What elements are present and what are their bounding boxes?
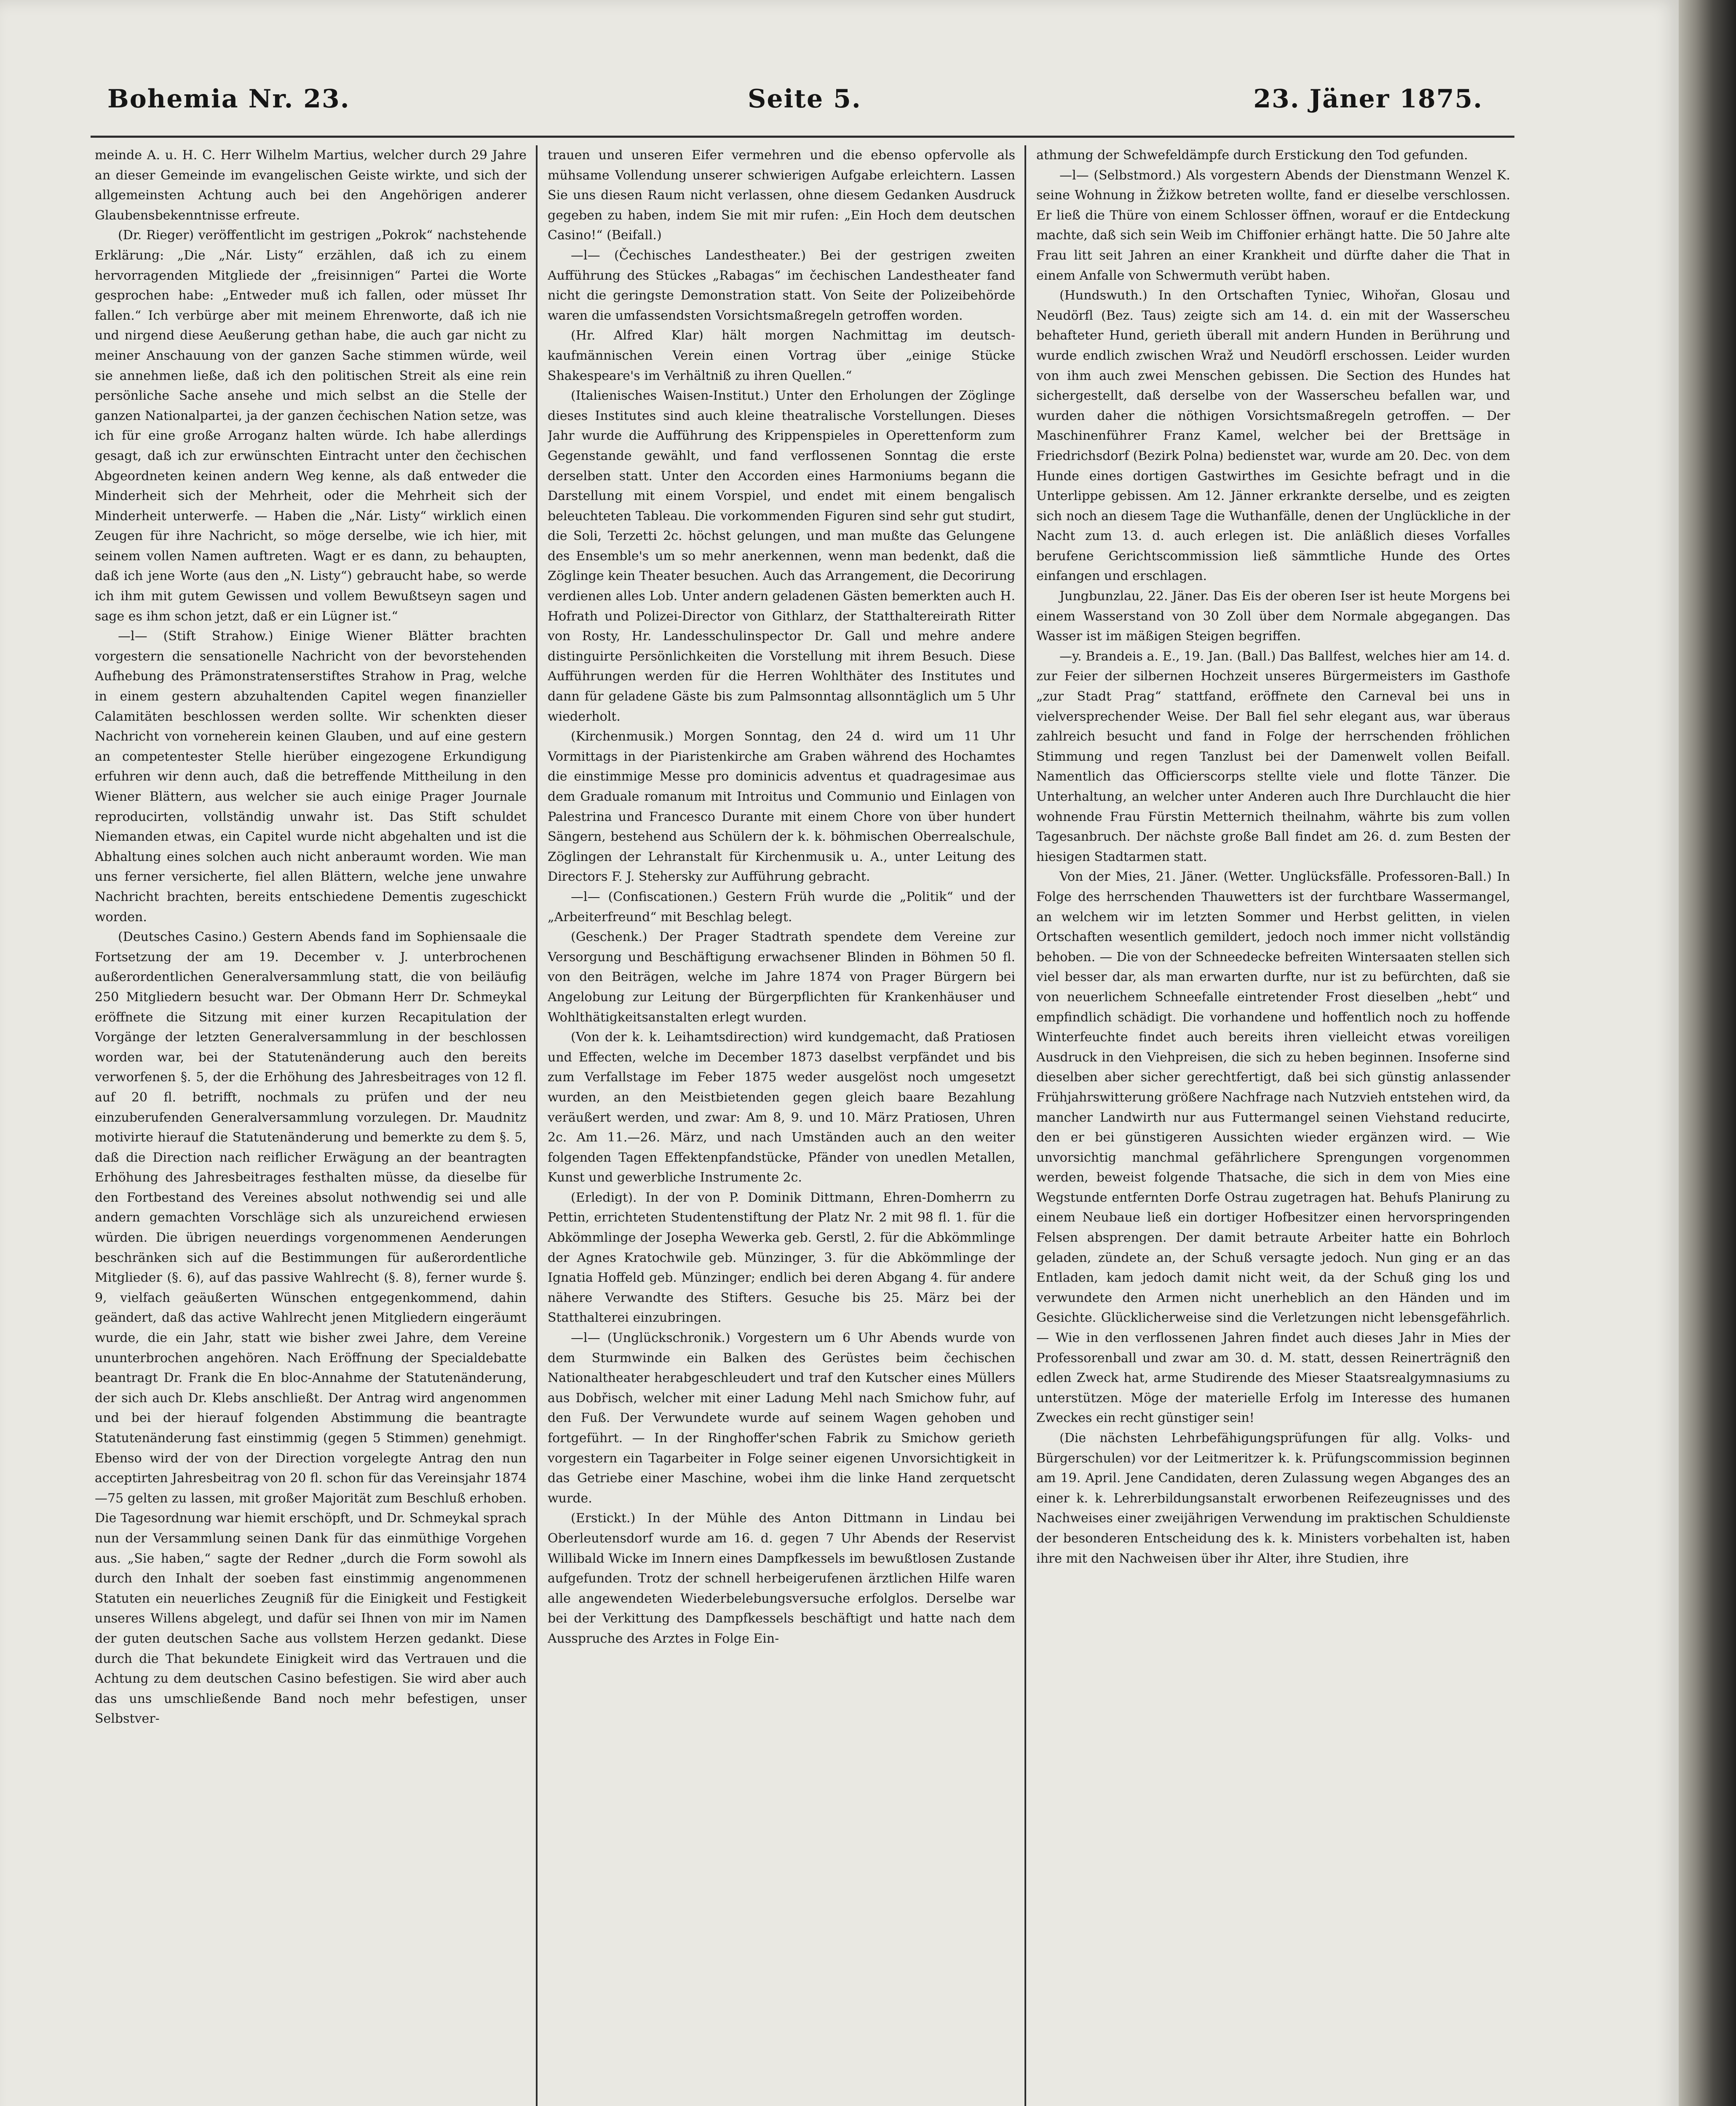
article-paragraph: Von der Mies, 21. Jäner. (Wetter. Unglücksfälle. Professoren-Ball.) In Folge des herrschenden Thauwetters ist der furchtbare Wassermangel, an welchem wir im letzten Sommer und Herbst gelitten, in vielen Ortschaften wesentlich gemildert, jedoch noch immer nicht vollständig behoben. — Die von der Schneedecke befreiten Wintersaaten stellen sich viel besser dar, als man erwarten durfte, nur ist zu befürchten, daß sie von neuerlichem Schneefalle eintretender Frost dieselben „hebt“ und empfindlich schädigt. Die vorhandene und hoffentlich noch zu hoffende Winterfeuchte findet auch bereits ihren vielleicht etwas voreiligen Ausdruck in den Viehpreisen, die sich zu heben beginnen. Insoferne sind dieselben aber sicher gerechtfertigt, daß bei sich günstig anlassender Frühjahrswitterung größere Nachfrage nach Nutzvieh entstehen wird, da mancher Landwirth nur aus Futtermangel seinen Viehstand reducirte, den er bei günstigeren Aussichten wieder ergänzen wird. — Wie unvorsichtig manchmal gefährlichere Sprengungen vorgenommen werden, beweist folgende Thatsache, die sich in dem von Mies eine Wegstunde entfernten Dorfe Ostrau zugetragen hat. Behufs Planirung zu einem Neubaue ließ ein dortiger Hofbesitzer einen hervorspringenden Felsen absprengen. Der damit betraute Arbeiter hatte ein Bohrloch geladen, zündete an, der Schuß versagte jedoch. Nun ging er an das Entladen, kam jedoch damit nicht weit, da der Schuß ging los und verwundete den Armen nicht unerheblich an den Händen und im Gesichte. Glücklicherweise sind die Verletzungen nicht lebensgefährlich. — Wie in den verflossenen Jahren findet auch dieses Jahr in Mies der Professorenball und zwar am 30. d. M. statt, dessen Reinerträgniß den edlen Zweck hat, arme Studirende des Mieser Staatsrealgymnasiums zu unterstützen. Möge der materielle Erfolg im Interesse des humanen Zweckes ein recht günstiger sein! <box>1036 869 1510 1426</box>
column-2 <box>548 145 1015 2106</box>
column-1 <box>95 145 527 2106</box>
article-paragraph: trauen und unseren Eifer vermehren und die ebenso opfervolle als mühsame Vollendung unserer schwierigen Aufgabe erleichtern. Lassen Sie uns diesen Raum nicht verlassen, ohne diesem Gedanken Ausdruck gegeben zu haben, indem Sie mit mir rufen: „Ein Hoch dem deutschen Casino!“ (Beifall.) <box>548 148 1015 243</box>
header-publication: Bohemia Nr. 23. <box>107 84 350 114</box>
article-paragraph: (Hr. Alfred Klar) hält morgen Nachmittag im deutsch-kaufmännischen Verein einen Vortrag über „einige Stücke Shakespeare's im Verhältniß zu ihren Quellen.“ <box>548 328 1015 383</box>
header-rule <box>91 136 1514 138</box>
article-paragraph: (Italienisches Waisen-Institut.) Unter den Erholungen der Zöglinge dieses Institutes sind auch kleine theatralische Vorstellungen. Dieses Jahr wurde die Aufführung des Krippenspieles in Operettenform zum Gegenstande gewählt, und fand verflossenen Sonntag die erste derselben statt. Unter den Accorden eines Harmoniums begann die Darstellung mit einem Vorspiel, und endet mit einem bengalisch beleuchteten Tableau. Die vorkommenden Figuren sind sehr gut studirt, die Soli, Terzetti 2c. höchst gelungen, und man mußte das Gelungene des Ensemble's um so mehr anerkennen, wenn man bedenkt, daß die Zöglinge kein Theater besuchen. Auch das Arrangement, die Decorirung verdienen alles Lob. Unter andern geladenen Gästen bemerkten auch H. Hofrath und Polizei-Director von Githlarz, der Statthaltereirath Ritter von Rosty, Hr. Landesschulinspector Dr. Gall und mehre andere distinguirte Persönlichkeiten die Vorstellung mit ihrem Besuch. Diese Aufführungen werden für die Herren Wohlthäter des Institutes und dann für geladene Gäste bis zum Palmsonntag allsonntäglich um 5 Uhr wiederholt. <box>548 388 1015 724</box>
article-paragraph: (Erledigt). In der von P. Dominik Dittmann, Ehren-Domherrn zu Pettin, errichteten Studentenstiftung der Platz Nr. 2 mit 98 fl. 1. für die Abkömmlinge der Josepha Wewerka geb. Gerstl, 2. für die Abkömmlinge der Agnes Kratochwile geb. Münzinger, 3. für die Abkömmlinge der Ignatia Hoffeld geb. Münzinger; endlich bei deren Abgang 4. für andere nähere Verwandte des Stifters. Gesuche bis 25. März bei der Statthalterei einzubringen. <box>548 1190 1015 1326</box>
article-paragraph: (Von der k. k. Leihamtsdirection) wird kundgemacht, daß Pratiosen und Effecten, welche im December 1873 daselbst verpfändet und bis zum Verfallstage im Feber 1875 weder ausgelöst noch umgesetzt wurden, an den Meistbietenden gegen gleich baare Bezahlung veräußert werden, und zwar: Am 8, 9. und 10. März Pratiosen, Uhren 2c. Am 11.—26. März, und nach Umständen auch an den weiter folgenden Tagen Effektenpfandstücke, Pfänder von unedlen Metallen, Kunst und gewerbliche Instrumente 2c. <box>548 1030 1015 1185</box>
article-paragraph: (Deutsches Casino.) Gestern Abends fand im Sophiensaale die Fortsetzung der am 19. December v. J. unterbrochenen außerordentlichen Generalversammlung statt, die von beiläufig 250 Mitgliedern besucht war. Der Obmann Herr Dr. Schmeykal eröffnete die Sitzung mit einer kurzen Recapitulation der Vorgänge der letzten Generalversammlung in der beschlossen worden war, bei der Statutenänderung auch den bereits verworfenen §. 5, der die Erhöhung des Jahresbeitrages von 12 fl. auf 20 fl. betrifft, nochmals zu prüfen und der neu einzuberufenden Generalversammlung vorzulegen. Dr. Maudnitz motivirte hierauf die Statutenänderung und bemerkte zu dem §. 5, daß die Direction nach reiflicher Erwägung an der beantragten Erhöhung des Jahresbeitrages festhalten müsse, da dieselbe für den Fortbestand des Vereines absolut nothwendig sei und alle andern gemachten Vorschläge sich als unzureichend erwiesen würden. Die übrigen neuerdings vorgenommenen Aenderungen beschränken sich auf die Bestimmungen für außerordentliche Mitglieder (§. 6), auf das passive Wahlrecht (§. 8), ferner wurde §. 9, vielfach geäußerten Wünschen entgegenkommend, dahin geändert, daß das active Wahlrecht jenen Mitgliedern eingeräumt wurde, die ein Jahr, statt wie bisher zwei Jahre, dem Vereine ununterbrochen angehören. Nach Eröffnung der Specialdebatte beantragt Dr. Frank die En bloc-Annahme der Statutenänderung, der sich auch Dr. Klebs anschließt. Der Antrag wird angenommen und bei der hierauf folgenden Abstimmung die beantragte Statutenänderung fast einstimmig (gegen 5 Stimmen) genehmigt. Ebenso wird der von der Direction vorgelegte Antrag den nun acceptirten Jahresbeitrag von 20 fl. schon für das Vereinsjahr 1874—75 gelten zu lassen, mit großer Majorität zum Beschluß erhoben. Die Tagesordnung war hiemit erschöpft, und Dr. Schmeykal sprach nun der Versammlung seinen Dank für das einmüthige Vorgehen aus. „Sie haben,“ sagte der Redner „durch die Form sowohl als durch den Inhalt der soeben fast einstimmig angenommenen Statuten ein neuerliches Zeugniß für die Einigkeit und Festigkeit unseres Willens abgelegt, und dafür sei Ihnen von mir im Namen der guten deutschen Sache aus vollstem Herzen gedankt. Diese durch die That bekundete Einigkeit wird das Vertrauen und die Achtung zu dem deutschen Casino befestigen. Sie wird aber auch das uns umschließende Band noch mehr befestigen, unser Selbstver- <box>95 930 527 1726</box>
article-paragraph: (Hundswuth.) In den Ortschaften Tyniec, Wihořan, Glosau und Neudörfl (Bez. Taus) zeigte sich am 14. d. ein mit der Wasserscheu behafteter Hund, gerieth überall mit andern Hunden in Berührung und wurde endlich zwischen Wraž und Neudörfl erschossen. Leider wurden von ihm auch zwei Menschen gebissen. Die Section des Hundes hat sichergestellt, daß derselbe von der Wasserscheu befallen war, und wurden daher die nöthigen Vorsichtsmaßregeln getroffen. — Der Maschinenführer Franz Kamel, welcher bei der Brettsäge in Friedrichsdorf (Bezirk Polna) bedienstet war, wurde am 20. Dec. von dem Hunde eines dortigen Gastwirthes im Gesichte befragt und in die Unterlippe gebissen. Am 12. Jänner erkrankte derselbe, und es zeigten sich noch an diesem Tage die Wuthanfälle, denen der Unglückliche in der Nacht zum 13. d. auch erlegen ist. Die anläßlich dieses Vorfalles berufene Gerichtscommission ließ sämmtliche Hunde des Ortes einfangen und erschlagen. <box>1036 288 1510 584</box>
column-divider-2 <box>1024 145 1026 2106</box>
column-3 <box>1036 145 1510 2106</box>
article-paragraph: (Die nächsten Lehrbefähigungsprüfungen für allg. Volks- und Bürgerschulen) vor der Leitmeritzer k. k. Prüfungscommission beginnen am 19. April. Jene Candidaten, deren Zulassung wegen Abganges des an einer k. k. Lehrerbildungsanstalt erworbenen Reifezeugnisses und des Nachweises einer zweijährigen Verwendung im praktischen Schuldienste der besonderen Entscheidung des k. k. Ministers vorbehalten ist, haben ihre mit den Nachweisen über ihr Alter, ihre Studien, ihre <box>1036 1431 1510 1566</box>
article-paragraph: —l— (Unglückschronik.) Vorgestern um 6 Uhr Abends wurde von dem Sturmwinde ein Balken des Gerüstes beim čechischen Nationaltheater herabgeschleudert und traf den Kutscher eines Müllers aus Dobřisch, welcher mit einer Ladung Mehl nach Smichow fuhr, auf den Fuß. Der Verwundete wurde auf seinem Wagen gehoben und fortgeführt. — In der Ringhoffer'schen Fabrik zu Smichow gerieth vorgestern ein Tagarbeiter in Folge seiner eigenen Unvorsichtigkeit in das Getriebe einer Maschine, wobei ihm die linke Hand zerquetscht wurde. <box>548 1331 1015 1506</box>
article-paragraph: (Geschenk.) Der Prager Stadtrath spendete dem Vereine zur Versorgung und Beschäftigung erwachsener Blinden in Böhmen 50 fl. von den Beiträgen, welche im Jahre 1874 von Prager Bürgern bei Angelobung zur Leitung der Bürgerpflichten für Krankenhäuser und Wohlthätigkeitsanstalten erlegt wurden. <box>548 930 1015 1025</box>
article-paragraph: (Dr. Rieger) veröffentlicht im gestrigen „Pokrok“ nachstehende Erklärung: „Die „Nár. Listy“ erzählen, daß ich zu einem hervorragenden Mitgliede der „freisinnigen“ Partei die Worte gesprochen habe: „Entweder muß ich fallen, oder müsset Ihr fallen.“ Ich verbürge aber mit meinem Ehrenworte, daß ich nie und nirgend diese Aeußerung gethan habe, die auch gar nicht zu meiner Anschauung von der ganzen Sache stimmen würde, weil sie annehmen ließe, daß ich den politischen Streit als eine rein persönliche Sache ansehe und mich selbst an die Stelle der ganzen Nationalpartei, ja der ganzen čechischen Nation setze, was ich für eine große Arroganz halten würde. Ich habe allerdings gesagt, daß ich zur erwünschten Eintracht unter den čechischen Abgeordneten keinen andern Weg kenne, als daß entweder die Minderheit sich der Mehrheit, oder die Mehrheit sich der Minderheit unterwerfe. — Haben die „Nár. Listy“ wirklich einen Zeugen für ihre Nachricht, so möge derselbe, wie ich hier, mit seinem vollen Namen auftreten. Wagt er es dann, zu behaupten, daß ich jene Worte (aus den „N. Listy“) gebraucht habe, so werde ich ihm mit gutem Gewissen und vollem Bewußtseyn sagen und sage es ihm schon jetzt, daß er ein Lügner ist.“ <box>95 228 527 624</box>
article-paragraph: —y. Brandeis a. E., 19. Jan. (Ball.) Das Ballfest, welches hier am 14. d. zur Feier der silbernen Hochzeit unseres Bürgermeisters im Gasthofe „zur Stadt Prag“ stattfand, eröffnete den Carneval bei uns in vielversprechender Weise. Der Ball fiel sehr elegant aus, war überaus zahlreich besucht und fand in Folge der herrschenden fröhlichen Stimmung und regen Tanzlust bei der Damenwelt vollen Beifall. Namentlich das Officierscorps stellte viele und flotte Tänzer. Die Unterhaltung, an welcher unter Anderen auch Ihre Durchlaucht die hier wohnende Frau Fürstin Metternich theilnahm, währte bis zum vollen Tagesanbruch. Der nächste große Ball findet am 26. d. zum Besten der hiesigen Stadtarmen statt. <box>1036 649 1510 864</box>
article-paragraph: —l— (Stift Strahow.) Einige Wiener Blätter brachten vorgestern die sensationelle Nachricht von der bevorstehenden Aufhebung des Prämonstratenserstiftes Strahow in Prag, welche in einem gestern abzuhaltenden Capitel wegen finanzieller Calamitäten beschlossen werden sollte. Wir schenkten dieser Nachricht von vorneherein keinen Glauben, und auf eine gestern an competentester Stelle hierüber eingezogene Erkundigung erfuhren wir denn auch, daß die betreffende Mittheilung in den Wiener Blättern, aus welcher sie auch einige Prager Journale reproducirten, vollständig unwahr ist. Das Stift schuldet Niemanden etwas, ein Capitel wurde nicht abgehalten und ist die Abhaltung eines solchen auch nicht anberaumt worden. Wie man uns ferner versicherte, fiel allen Blättern, welche jene unwahre Nachricht brachten, bereits entschiedene Dementis zugeschickt worden. <box>95 629 527 925</box>
page-header <box>107 84 1483 131</box>
article-paragraph: —l— (Čechisches Landestheater.) Bei der gestrigen zweiten Aufführung des Stückes „Rabagas“ im čechischen Landestheater fand nicht die geringste Demonstration statt. Von Seite der Polizeibehörde waren die umfassendsten Vorsichtsmaßregeln getroffen worden. <box>548 248 1015 323</box>
article-paragraph: —l— (Confiscationen.) Gestern Früh wurde die „Politik“ und der „Arbeiterfreund“ mit Beschlag belegt. <box>548 889 1015 925</box>
page-edge-shadow <box>1679 0 1736 2106</box>
article-paragraph: Jungbunzlau, 22. Jäner. Das Eis der oberen Iser ist heute Morgens bei einem Wasserstand von 30 Zoll über dem Normale abgegangen. Das Wasser ist im mäßigen Steigen begriffen. <box>1036 589 1510 644</box>
article-paragraph: (Kirchenmusik.) Morgen Sonntag, den 24 d. wird um 11 Uhr Vormittags in der Piaristenkirche am Graben während des Hochamtes die einstimmige Messe pro dominicis adventus et quadragesimae aus dem Graduale romanum mit Introitus und Communio und Einlagen von Palestrina und Francesco Durante mit einem Chore von über hundert Sängern, bestehend aus Schülern der k. k. böhmischen Oberrealschule, Zöglingen der Lehranstalt für Kirchenmusik u. A., unter Leitung des Directors F. J. Stehersky zur Aufführung gebracht. <box>548 729 1015 885</box>
article-paragraph: athmung der Schwefeldämpfe durch Erstickung den Tod gefunden. <box>1036 148 1468 163</box>
column-divider-1 <box>536 145 538 2106</box>
article-paragraph: meinde A. u. H. C. Herr Wilhelm Martius, welcher durch 29 Jahre an dieser Gemeinde im evangelischen Geiste wirkte, und sich der allgemeinsten Achtung auch bei den Angehörigen anderer Glaubensbekenntnisse erfreute. <box>95 148 527 223</box>
header-page-number: Seite 5. <box>748 84 861 114</box>
article-paragraph: —l— (Selbstmord.) Als vorgestern Abends der Dienstmann Wenzel K. seine Wohnung in Žižkow betreten wollte, fand er dieselbe verschlossen. Er ließ die Thüre von einem Schlosser öffnen, worauf er die Entdeckung machte, daß sich sein Weib im Chiffonier erhängt hatte. Die 50 Jahre alte Frau litt seit Jahren an einer Krankheit und dürfte daher die That in einem Anfalle von Schwermuth verübt haben. <box>1036 168 1510 283</box>
header-date: 23. Jäner 1875. <box>1253 84 1483 114</box>
article-paragraph: (Erstickt.) In der Mühle des Anton Dittmann in Lindau bei Oberleutensdorf wurde am 16. d. gegen 7 Uhr Abends der Reservist Willibald Wicke im Innern eines Dampfkessels im bewußtlosen Zustande aufgefunden. Trotz der schnell herbeigerufenen ärztlichen Hilfe waren alle angewendeten Wiederbelebungsversuche erfolglos. Derselbe war bei der Verkittung des Dampfkessels beschäftigt und hatte nach dem Ausspruche des Arztes in Folge Ein- <box>548 1511 1015 1646</box>
